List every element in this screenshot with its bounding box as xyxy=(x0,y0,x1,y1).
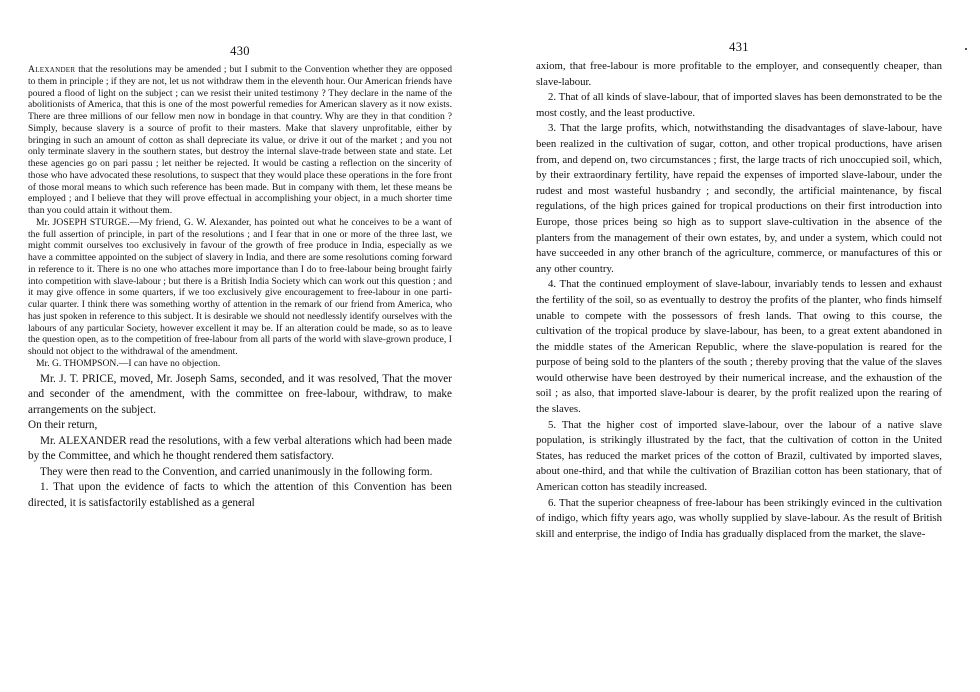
small-paragraph xyxy=(28,358,452,370)
resolution-paragraph xyxy=(536,59,942,90)
paragraph-text: On their return, xyxy=(28,419,98,432)
paragraph-text: moved, Mr. Joseph Sams, seconded, and it was resolved, That the mover and seconder of the amendment, with the committee on free-labour, withdraw, to make arrangements on the subject. xyxy=(28,372,452,416)
right-page xyxy=(536,0,942,542)
page-number-right: 431 xyxy=(729,40,749,54)
resolution-number: 2. xyxy=(548,91,557,104)
paragraph-text: That the continued employment of slave-labour, invariably tends to lessen and exhaust the fertility of the soil, so as eventually to destroy the profits of the planter, who finds himself unable to compete with the possessors of fresh lands. That owing to this course, the cultivation of the tropical produce by slave-labour, has been, to a great extent abandoned in the middle states of the American Republic, where the slave-population is reared for the purpose of being sold to the planters of the south ; thereby proving that the value of the slaves would otherwise have been destroyed by their numerical increase, and the exhaustion of the soil ; as also, that imported slave-labour is dearer, by the profit realized upon the rearing of the slaves. xyxy=(536,278,942,416)
paragraph-text: That the superior cheapness of free-labour has been strikingly evinced in the cultivation of indigo, which fifty years ago, was wholly supplied by slave-labour. As the result of British skill and enterprise, the indigo of India has gradually displaced from the market, the slave- xyxy=(536,496,942,540)
resolution-paragraph xyxy=(536,90,942,121)
resolution-number: 1. xyxy=(40,481,49,494)
large-print-block xyxy=(28,372,452,512)
resolution-paragraph xyxy=(536,418,942,496)
resolution-number: 6. xyxy=(548,496,557,509)
large-paragraph xyxy=(28,372,452,419)
paragraph-text: That of all kinds of slave-labour, that of imported slaves has been demonstrated to be the most costly, and the least productive. xyxy=(536,91,942,119)
resolution-paragraph xyxy=(536,496,942,543)
small-print-block xyxy=(28,64,452,370)
paragraph-text: that the resolutions may be amended ; but I submit to the Convention whether they are opposed to them in principle ; if they are not, let us not withdraw them in the eleventh hour. Our American friends have poured a flood of light on the subject ; can we resist their united testimony ? They declare in the name of the abolitionists of America, that this is one of the most powerful remedies for American slavery as it now exists. There are three millions of our fellow men now in bondage in that country. Why are they in that condition ? Simply, because slavery is a source of profit to their masters. Make that slavery unprofitable, either by bringing in such an amount of cotton as shall depreciate its value, or drive it out of the market ; and you not only terminate slavery in the southern states, but destroy the internal slave-trade between state and state. Let these agencies go on pari passu ; let neither be rejected. It would be casting a reflection on the sincerity of those who have advocated these resolutions, to suspect that they would place these operations in the fore front of those moral means to which such reference has been made. But in company with them, let these means be employed ; and I believe that they will prove effectual in accomplishing your object, in a much shorter time than you could attain it without them. xyxy=(28,64,452,216)
paragraph-text: —My friend, G. W. Alexander, has pointed out what he conceives to be a want of the full assertion of principle, in part of the resolutions ; and I fear that in one or more of the three last, we might commit ourselves too exclusively in favour of the growth of free produce in India, especially as we have a committee appointed on the subject of slavery in India, and there are some resolutions coming forward in reference to it. There is no one who attaches more importance than I do to free-labour being brought fairly into competition with slave-labour ; but there is a British India Society which can work out this question ; and it may give offence in some quarters, if we too exclusively give encouragement to free-labour in one particular quarter. I think there was something worthy of attention in the remark of our friend from America, who has just spoken in reference to this subject. It is desirable we should not needlessly identify ourselves with the labours of any particular Society, however excellent it may be. If an alteration could be made, so as to leave the question open, as to the competition of free-labour from all parts of the world with slave-grown produce, I should not object to the withdrawal of the amendment. xyxy=(28,216,452,357)
large-paragraph xyxy=(28,480,452,511)
paragraph-text: read the resolutions, with a few verbal alterations which had been made by the Committee, and which he thought rendered them satisfactory. xyxy=(28,434,452,463)
large-paragraph xyxy=(28,434,452,465)
page-number-left: 430 xyxy=(230,44,250,58)
resolution-number: 4. xyxy=(548,278,557,291)
paragraph-text: They were then read to the Convention, and carried unanimously in the following form. xyxy=(40,465,433,478)
left-page xyxy=(28,0,452,511)
resolutions-block xyxy=(536,59,942,542)
resolution-paragraph xyxy=(536,121,942,277)
resolution-paragraph xyxy=(536,277,942,417)
resolution-number: 3. xyxy=(548,122,557,135)
paragraph-text: axiom, that free-labour is more profitable to the employer, and consequently cheaper, than slave-labour. xyxy=(536,60,942,88)
paragraph-text: That upon the evidence of facts to which the attention of this Convention has been directed, it is satisfactorily established as a general xyxy=(28,481,452,509)
speaker-name: Mr. ALEXANDER xyxy=(40,434,127,447)
large-paragraph xyxy=(28,418,452,434)
speaker-name: Mr. G. THOMPSON. xyxy=(36,357,119,369)
small-paragraph xyxy=(28,64,452,217)
large-paragraph xyxy=(28,465,452,481)
resolution-number: 5. xyxy=(548,418,557,431)
small-paragraph xyxy=(28,217,452,358)
paragraph-text: That the large profits, which, notwithstanding the disadvantages of slave-labour, have been realized in the cultivation of sugar, cotton, and other tropical productions, have arisen from, and depend on, two circumstances ; first, the large tracts of rich unoccupied soil, which, by their extraordinary fertility, have repaid the expenses of imported slave-labour, under the rudest and most wasteful husbandry ; and secondly, the artificial maintenance, by fiscal regulations, of the high prices gained for tropical productions on their first introduction into Europe, those prices being so high as to support slave-cultivation in the absence of the planters from the management of their own estates, by, and under a system, which could not have succeeded in any other branch of the agriculture, commerce, or manufactures of this or any other country. xyxy=(536,122,942,275)
speaker-name: Mr. J. T. PRICE, xyxy=(40,372,117,385)
speaker-name: Mr. JOSEPH STURGE. xyxy=(36,216,130,228)
paragraph-text: —I can have no objection. xyxy=(118,357,221,369)
page-edge-mark xyxy=(965,48,967,50)
paragraph-text: That the higher cost of imported slave-labour, over the labour of a native slave population, is strikingly illustrated by the fact, that the cultivation of cotton in the United States, has reduced the market prices of the cotton of Brazil, cultivated by imported slaves, about one-third, and that while the cultivation of Brazilian cotton has been stationary, that of American cotton has steadily increased. xyxy=(536,418,942,494)
speaker-name: Alexander xyxy=(28,64,76,75)
